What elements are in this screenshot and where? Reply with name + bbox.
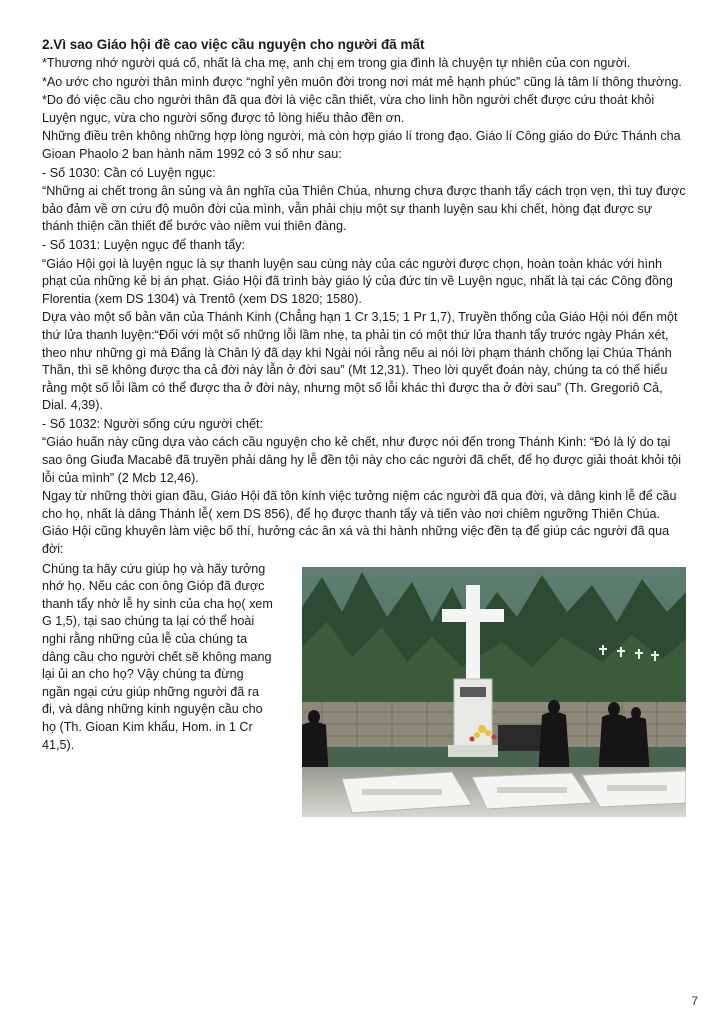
paragraph: *Ao ước cho người thân mình được “nghỉ yên muôn đời trong nơi mát mẻ hạnh phúc” cũng là tâm lí thông thường. <box>42 74 682 89</box>
catechism-item-1031: - Số 1031: Luyện ngục để thanh tẩy: <box>42 237 246 252</box>
paragraph: “Giáo Hội gọi là luyện ngục là sự thanh luyện sau cùng này của các người được chọn, hoàn toàn khác với hình phạt của những kẻ bị án phạt. Giáo Hội đã trình bày giáo lý của đức tin về Luyện ngục, nhất là tại các Công đồng Florentia (xem DS 1304) và Trentô (xem DS 1820; 1580). <box>42 256 673 306</box>
catechism-item-1030: - Số 1030: Cần có Luyện ngục: <box>42 165 216 180</box>
page-number: 7 <box>691 994 698 1008</box>
cemetery-photo <box>302 567 686 817</box>
paragraph: Những điều trên không những hợp lòng người, mà còn hợp giáo lí trong đạo. Giáo lí Công giáo do Đức Thánh cha Gioan Phaolo 2 ban hành năm 1992 có 3 số như sau: <box>42 129 681 161</box>
paragraph: *Thương nhớ người quá cố, nhất là cha mẹ, anh chị em trong gia đình là chuyện tự nhiên của con người. <box>42 56 631 70</box>
article-body <box>42 36 686 817</box>
paragraph: Ngay từ những thời gian đầu, Giáo Hội đã tôn kính việc tưởng niệm các người đã qua đời, và dâng kinh lễ để cầu cho họ, nhất là dâng Thánh lễ( xem DS 856), để họ được thanh tẩy và tiến vào nơi chiêm ngưỡng Thiên Chúa. Giáo Hội cũng khuyên làm việc bố thí, hưởng các ân xá và thi hành những việc đền tạ để giúp các người đã qua đời: <box>42 489 677 557</box>
catechism-item-1032: - Số 1032: Người sống cứu người chết: <box>42 416 264 431</box>
paragraph: Dựa vào một số bản văn của Thánh Kinh (Chẳng hạn 1 Cr 3,15; 1 Pr 1,7), Truyền thống của Giáo Hội nói đến một thứ lửa thanh luyện:“Đối với một số những lỗi lầm nhẹ, ta phải tin có một thứ lửa thanh tẩy trước ngày Phán xét, theo như những gì mà Đấng là Chân lý đã dạy khi Ngài nói rằng nếu ai nói lời phạm thánh chống lại Chúa Thánh Thần, thì sẽ không được tha cả đời này lẫn ở đời sau” (Mt 12,31). Theo lời quyết đoán này, chúng ta có thể hiểu rằng một số lỗi lầm có thể được tha ở đời này, nhưng một số lỗi khác thì được tha ở đời sau” (Th. Gregoriô Cả, Dial. 4,39). <box>42 310 678 413</box>
text-with-photo <box>42 561 686 817</box>
section-heading: 2.Vì sao Giáo hội đề cao việc cầu nguyện cho người đã mất <box>42 37 425 52</box>
paragraph: “Những ai chết trong ân sủng và ân nghĩa của Thiên Chúa, nhưng chưa được thanh tẩy cách trọn vẹn, thì tuy được bảo đảm về ơn cứu độ muôn đời của mình, vẫn phải chịu một sự thanh luyện sau khi chết, hòng đạt được sự thánh thiện cần thiết để bước vào niềm vui thiên đàng. <box>42 184 686 234</box>
side-paragraph: Chúng ta hãy cứu giúp họ và hãy tưởng nhớ họ. Nếu các con ông Gióp đã được thanh tẩy nhờ lễ hy sinh của cha họ( xem G 1,5), tại sao chúng ta lại có thể hoài nghi rằng những của lễ của chúng ta dâng cầu cho người chết sẽ không mang lại ủi an cho họ? Vậy chúng ta đừng ngần ngại cứu giúp những người đã ra đi, và dâng những kinh nguyện cầu cho họ (Th. Gioan Kim khẩu, Hom. in 1 Cr 41,5). <box>42 561 273 752</box>
paragraph: “Giáo huấn này cũng dựa vào cách cầu nguyện cho kẻ chết, như được nói đến trong Thánh Kinh: “Đó là lý do tại sao ông Giuđa Macabê đã truyền phải dâng hy lễ đền tội này cho các người đã chết, để họ được giải thoát khỏi tội lỗi của mình” (2 Mcb 12,46). <box>42 435 681 485</box>
cemetery-photo-image <box>302 567 686 817</box>
paragraph: *Do đó việc cầu cho người thân đã qua đời là việc cần thiết, vừa cho linh hồn người chết được cứu thoát khỏi Luyện ngục, vừa cho người sống được tỏ lòng hiếu thảo đền ơn. <box>42 93 655 125</box>
